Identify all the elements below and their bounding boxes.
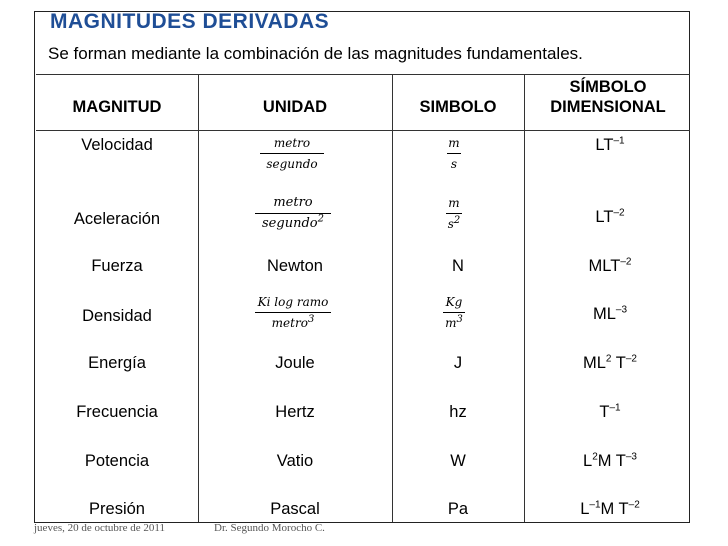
footer-author: Dr. Segundo Morocho C. — [214, 522, 325, 534]
unidad-cell: Hertz — [275, 403, 315, 421]
simbolo-denominator: s — [447, 217, 454, 231]
dimensional-cell — [550, 452, 670, 471]
dimensional-exponent: –2 — [613, 207, 625, 219]
simbolo-cell: J — [453, 354, 463, 372]
simbolo-cell: W — [450, 452, 466, 470]
column-divider — [392, 74, 393, 522]
simbolo-denominator-wrap — [442, 217, 466, 231]
magnitud-cell: Potencia — [84, 452, 150, 470]
dimensional-base: M T — [600, 500, 629, 518]
header-simbolo: SIMBOLO — [419, 98, 497, 116]
dimensional-base: LT — [595, 208, 614, 226]
dimensional-cell — [550, 354, 670, 373]
unidad-fraction — [252, 136, 332, 171]
dimensional-exponent: 2 — [592, 451, 598, 463]
dimensional-base: ML — [592, 305, 616, 323]
simbolo-denominator: s — [450, 157, 458, 171]
header-unidad: UNIDAD — [262, 98, 328, 116]
magnitud-cell: Energía — [88, 354, 146, 372]
magnitud-cell: Fuerza — [91, 257, 143, 275]
fraction-bar — [255, 312, 331, 313]
unidad-denominator-wrap — [250, 316, 336, 330]
header-magnitud: MAGNITUD — [72, 98, 162, 116]
dimensional-cell — [560, 136, 660, 155]
unidad-denominator-exponent: 3 — [307, 314, 315, 325]
simbolo-cell: N — [452, 257, 464, 275]
fraction-bar — [443, 312, 465, 313]
unidad-denominator-wrap — [250, 213, 336, 231]
dimensional-cell — [560, 257, 660, 276]
magnitud-cell: Velocidad — [81, 136, 153, 154]
dimensional-cell — [550, 500, 670, 519]
unidad-fraction — [250, 295, 336, 330]
unidad-denominator-exponent: 2 — [317, 213, 324, 225]
slide-title: MAGNITUDES DERIVADAS — [50, 10, 330, 33]
simbolo-numerator: m — [448, 136, 460, 150]
magnitud-cell: Aceleración — [73, 210, 161, 228]
dimensional-exponent: –1 — [609, 402, 621, 414]
slide-subtitle: Se forman mediante la combinación de las magnitudes fundamentales. — [48, 44, 583, 63]
column-divider — [198, 74, 199, 522]
table-header-border — [36, 130, 690, 131]
simbolo-denominator-exponent: 3 — [456, 314, 463, 325]
dimensional-base: L — [580, 500, 590, 518]
dimensional-exponent: –1 — [613, 135, 625, 147]
magnitud-cell: Densidad — [82, 307, 152, 325]
table-top-border — [36, 74, 690, 75]
unidad-denominator: segundo — [262, 216, 318, 231]
simbolo-fraction — [442, 136, 466, 171]
unidad-cell: Vatio — [276, 452, 314, 470]
magnitud-cell: Frecuencia — [76, 403, 158, 421]
dimensional-exponent: –1 — [589, 499, 601, 511]
unidad-fraction — [250, 196, 336, 231]
simbolo-denominator-exponent: 2 — [453, 215, 461, 226]
simbolo-fraction — [440, 295, 468, 330]
dimensional-base: MLT — [588, 257, 621, 275]
dimensional-base: ML — [583, 354, 606, 372]
dimensional-cell — [560, 208, 660, 227]
unidad-denominator: segundo — [266, 157, 318, 171]
footer-date: jueves, 20 de octubre de 2011 — [34, 522, 165, 534]
dimensional-exponent: –3 — [615, 304, 628, 316]
dimensional-base: LT — [595, 136, 614, 154]
dimensional-base: M T — [597, 452, 626, 470]
unidad-denominator: metro — [271, 316, 308, 330]
header-dimensional-line1: SÍMBOLO — [569, 78, 647, 96]
dimensional-cell — [560, 403, 660, 422]
dimensional-base: T — [615, 354, 626, 372]
simbolo-cell: hz — [449, 403, 467, 421]
fraction-bar — [260, 153, 324, 154]
fraction-bar — [446, 213, 462, 214]
magnitud-cell: Presión — [89, 500, 145, 518]
dimensional-exponent: –3 — [625, 451, 637, 463]
dimensional-base: T — [599, 403, 610, 421]
dimensional-exponent: –2 — [620, 256, 632, 268]
header-dimensional-line2: DIMENSIONAL — [550, 98, 666, 116]
unidad-numerator: Ki log ramo — [257, 295, 329, 309]
unidad-cell: Pascal — [270, 500, 320, 518]
simbolo-fraction — [442, 196, 466, 231]
unidad-cell: Joule — [275, 354, 315, 372]
dimensional-exponent: 2 — [605, 353, 612, 365]
fraction-bar — [447, 153, 461, 154]
unidad-cell: Newton — [267, 257, 323, 275]
simbolo-denominator: m — [445, 316, 457, 330]
simbolo-cell: Pa — [447, 500, 469, 518]
simbolo-numerator: m — [448, 196, 460, 210]
simbolo-denominator-wrap — [440, 316, 468, 330]
dimensional-base: L — [583, 452, 593, 470]
simbolo-numerator: Kg — [445, 295, 463, 309]
dimensional-exponent: –2 — [625, 353, 637, 365]
column-divider — [524, 74, 525, 522]
dimensional-exponent: –2 — [628, 499, 640, 511]
unidad-numerator: metro — [273, 136, 311, 150]
unidad-numerator: metro — [273, 195, 313, 210]
dimensional-cell — [560, 305, 660, 324]
